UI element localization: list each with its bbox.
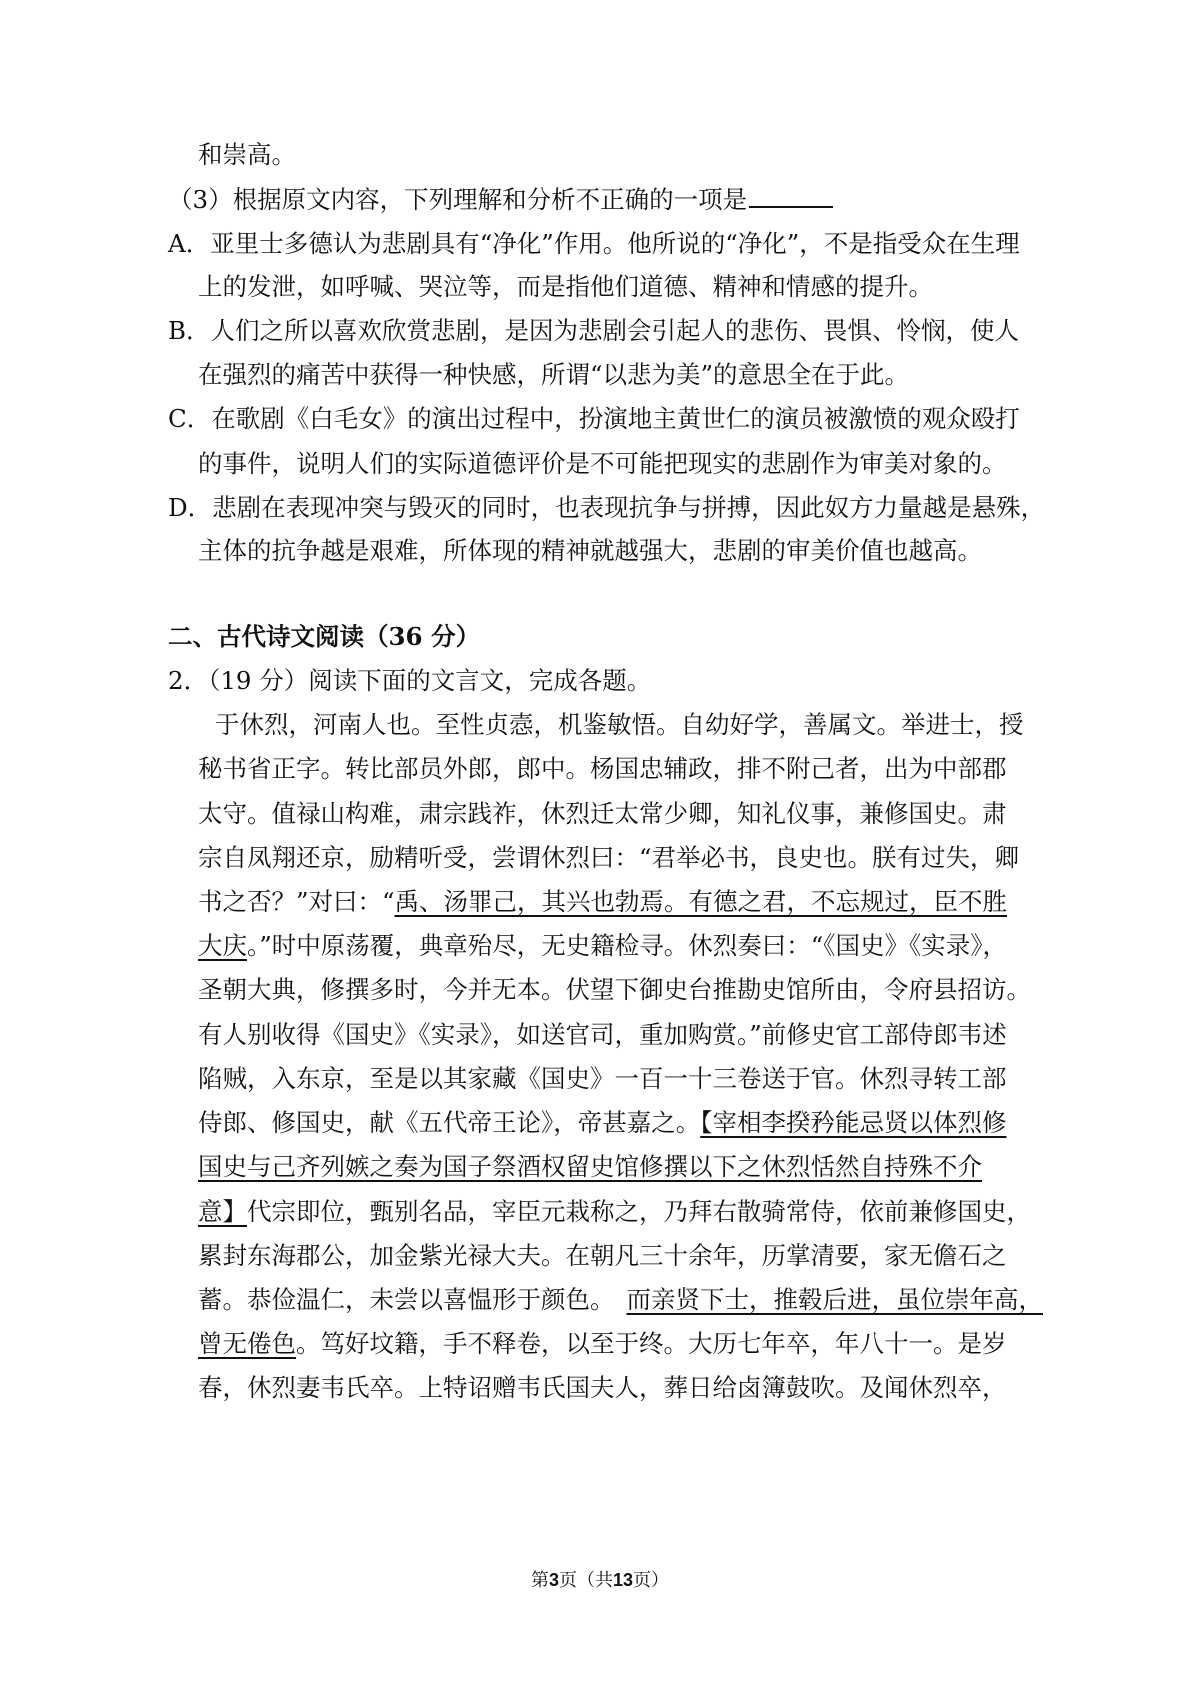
passage-line-7: 圣朝大典，修撰多时，今并无本。伏望下御史台推勘史馆所由，令府县招访。 (198, 975, 1031, 1004)
passage-line-10 (198, 1108, 1007, 1138)
passage-text: 。”时中原荡覆，典章殆尽，无史籍检寻。休烈奏曰：“《国史》《实录》， (247, 931, 1008, 960)
option-d-line-1: D．悲剧在表现冲突与毁灭的同时，也表现抗争与拼搏，因此奴方力量越是悬殊， (168, 493, 1046, 522)
passage-text: 代宗即位，甄别名品，宰臣元栽称之，乃拜右散骑常侍，依前兼修国史， (247, 1197, 1031, 1226)
option-c-line-2: 的事件，说明人们的实际道德评价是不可能把现实的悲剧作为审美对象的。 (198, 449, 1007, 478)
question-2-stem: 2．（19 分）阅读下面的文言文，完成各题。 (168, 666, 652, 695)
option-b-line-2: 在强烈的痛苦中获得一种快感，所谓“以悲为美”的意思全在于此。 (198, 360, 910, 389)
page-footer (0, 1566, 1200, 1592)
footer-middle: 页（共 (558, 1570, 613, 1591)
section-heading: 二、古代诗文阅读（36 分） (168, 622, 481, 651)
bracketed-unpunctuated-text: 【宰相李揆矜能忌贤以体烈修 (700, 1108, 1007, 1137)
option-a-line-2: 上的发泄，如呼喊、哭泣等，而是指他们道德、精神和情感的提升。 (198, 272, 933, 301)
question-3-stem: （3）根据原文内容，下列理解和分析不正确的一项是 (168, 185, 748, 214)
passage-line-9: 陷贼，入东京，至是以其家藏《国史》一百一十三卷送于官。休烈寻转工部 (198, 1064, 1007, 1093)
bracketed-unpunctuated-text-end: 意】 (198, 1197, 247, 1226)
question-3-line (168, 184, 833, 215)
footer-suffix: 页） (633, 1570, 670, 1591)
option-b-line-1: B．人们之所以喜欢欣赏悲剧，是因为悲剧会引起人的悲伤、畏惧、怜悯，使人 (168, 316, 1020, 345)
passage-text: 侍郎、修国史，献《五代帝王论》，帝甚嘉之。 (198, 1108, 701, 1137)
passage-line-2: 秘书省正字。转比部员外郎，郎中。杨国忠辅政，排不附己者，出为中部郡 (198, 754, 1007, 783)
answer-blank (749, 184, 833, 208)
passage-text: 书之否？”对曰：“ (198, 887, 395, 916)
passage-text: 蓄。恭俭温仁，未尝以喜愠形于颜色。 (198, 1285, 615, 1314)
passage-line-12 (198, 1197, 1031, 1227)
passage-line-1: 于休烈，河南人也。至性贞悫，机鉴敏悟。自幼好学，善属文。举进士，授 (215, 710, 1024, 739)
underlined-sentence-2-end: 曾无倦色 (198, 1329, 296, 1358)
footer-prefix: 第 (530, 1570, 549, 1591)
bracketed-unpunctuated-text-2: 国史与己齐列嫉之奏为国子祭酒权留史馆修撰以下之休烈恬然自持殊不介 (198, 1152, 982, 1181)
page-number: 3 (548, 1570, 559, 1590)
text-line-1: 和崇高。 (198, 140, 296, 169)
passage-line-16: 春，休烈妻韦氏卒。上特诏赠韦氏国夫人，葬日给卤簿鼓吹。及闻休烈卒， (198, 1373, 1007, 1402)
option-c-line-1: C．在歌剧《白毛女》的演出过程中，扮演地主黄世仁的演员被激愤的观众殴打 (168, 404, 1020, 433)
underlined-sentence-2: 而亲贤下士，推毂后进，虽位崇年高， (626, 1285, 1043, 1314)
passage-line-14 (198, 1285, 1043, 1315)
option-a-line-1: A．亚里士多德认为悲剧具有“净化”作用。他所说的“净化”，不是指受众在生理 (168, 229, 1020, 258)
passage-line-5 (198, 887, 1007, 917)
passage-text: 。笃好坟籍，手不释卷，以至于终。大历七年卒，年八十一。是岁 (296, 1329, 1007, 1358)
passage-line-3: 太守。值禄山构难，肃宗践祚，休烈迁太常少卿，知礼仪事，兼修国史。肃 (198, 799, 1007, 828)
passage-line-6 (198, 931, 1007, 961)
passage-line-8: 有人别收得《国史》《实录》，如送官司，重加购赏。”前修史官工部侍郎韦述 (198, 1020, 1007, 1049)
underlined-sentence-1: 禹、汤罪己，其兴也勃焉。有德之君，不忘规过，臣不胜 (394, 887, 1008, 916)
passage-line-4: 宗自凤翔还京，励精听受，尝谓休烈曰：“君举必书，良史也。朕有过失，卿 (198, 843, 1020, 872)
option-d-line-2: 主体的抗争越是艰难，所体现的精神就越强大，悲剧的审美价值也越高。 (198, 536, 982, 565)
passage-line-13: 累封东海郡公，加金紫光禄大夫。在朝凡三十余年，历掌清要，家无儋石之 (198, 1241, 1007, 1270)
page-total: 13 (612, 1570, 634, 1590)
underlined-sentence-1-end: 大庆 (198, 931, 247, 960)
passage-line-15 (198, 1329, 1007, 1359)
